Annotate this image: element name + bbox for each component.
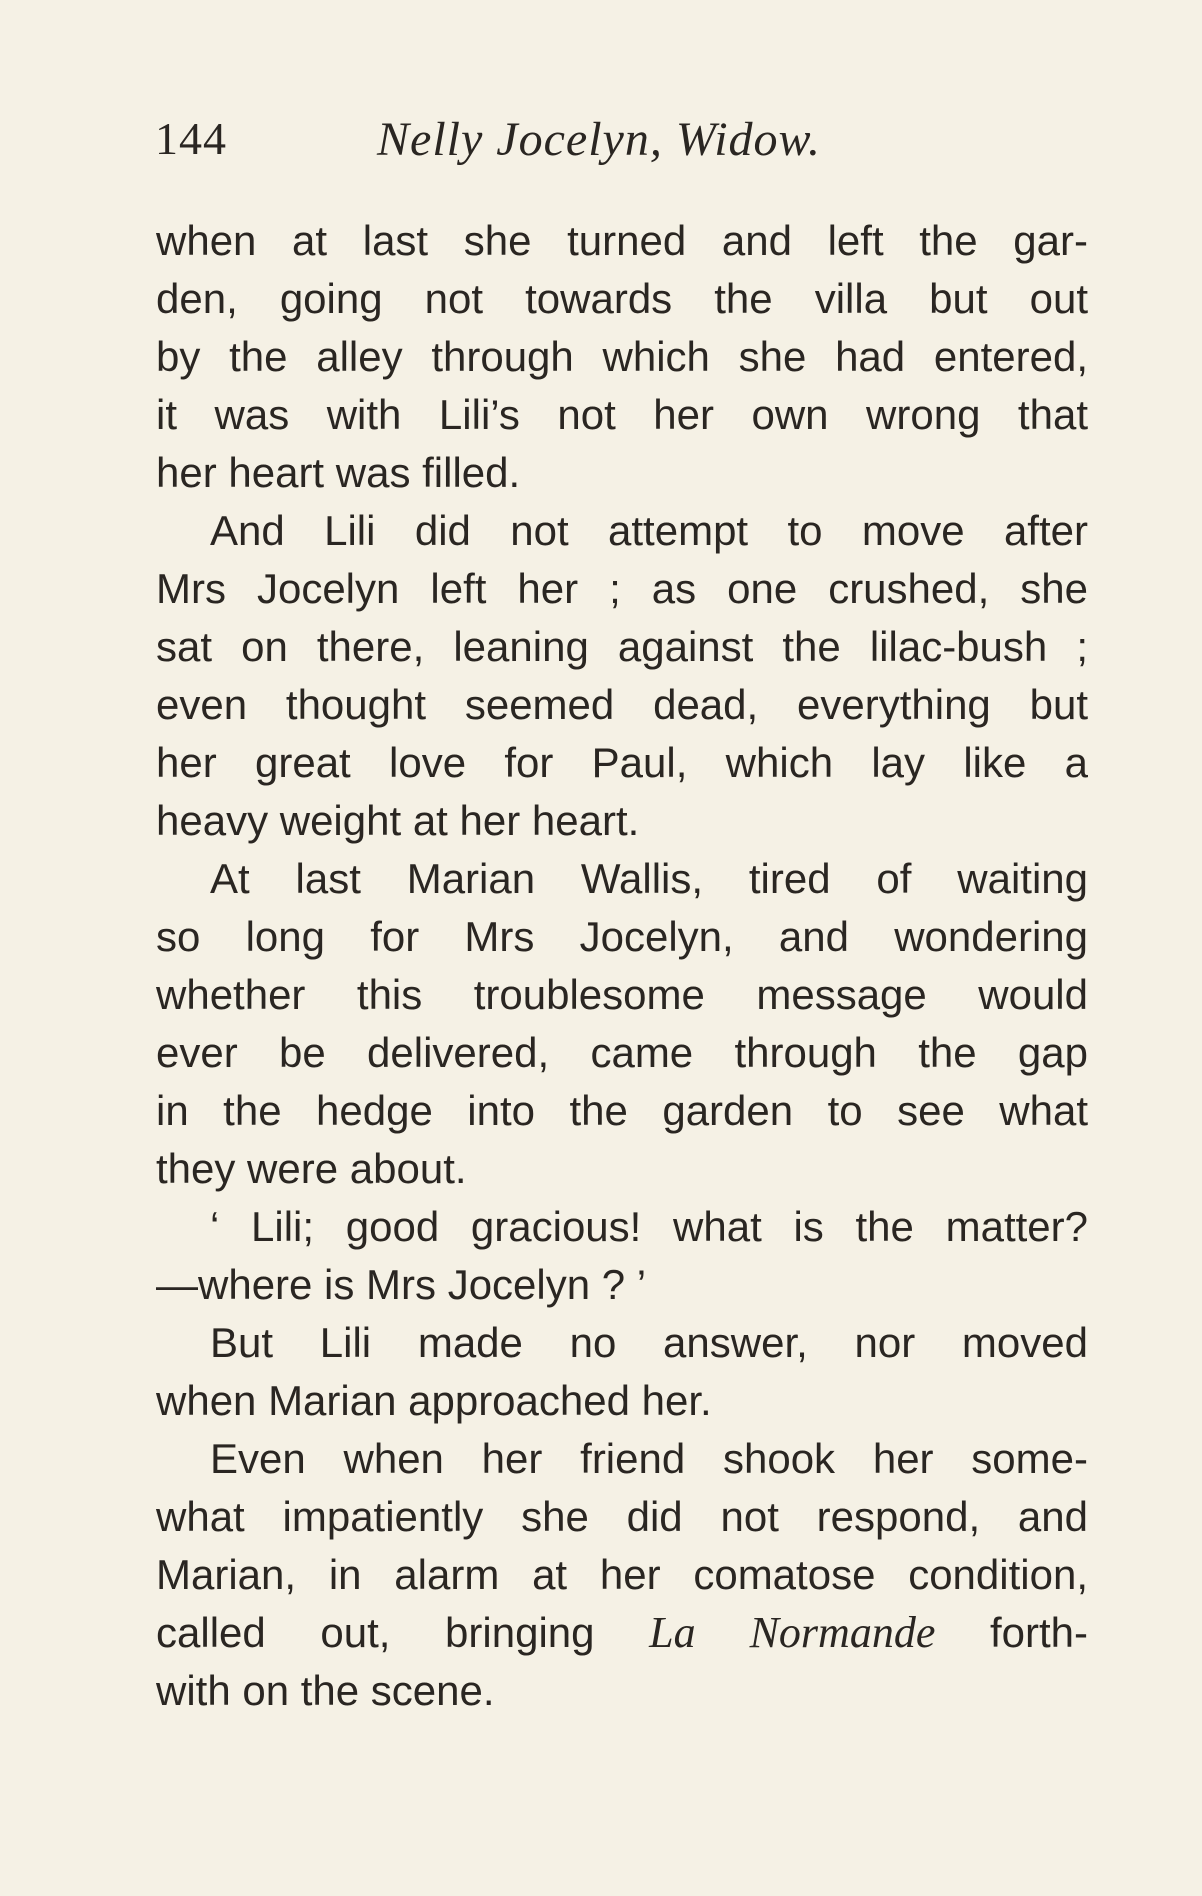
text-line: her great love for Paul, which lay like a bbox=[156, 739, 1088, 786]
text-line: And Lili did not attempt to move after bbox=[210, 507, 1088, 554]
text-line: At last Marian Wallis, tired of waiting bbox=[210, 855, 1088, 902]
text-line: whether this troublesome message would bbox=[156, 971, 1088, 1018]
text-line: what impatiently she did not respond, and bbox=[156, 1493, 1088, 1540]
text-line: sat on there, leaning against the lilac-bush ; bbox=[156, 623, 1088, 670]
text-line-with-italic bbox=[156, 1604, 1088, 1662]
page-header bbox=[155, 112, 1085, 172]
text-line: But Lili made no answer, nor moved bbox=[210, 1319, 1088, 1366]
text-line: ever be delivered, came through the gap bbox=[156, 1029, 1088, 1076]
text-line: even thought seemed dead, everything but bbox=[156, 681, 1088, 728]
text-line: ‘ Lili; good gracious! what is the matter? bbox=[210, 1203, 1088, 1250]
body-text bbox=[156, 212, 1088, 1720]
page-number: 144 bbox=[155, 113, 227, 164]
running-title: Nelly Jocelyn, Widow. bbox=[377, 113, 821, 166]
text-line: when at last she turned and left the gar- bbox=[156, 217, 1088, 264]
text-line: Mrs Jocelyn left her ; as one crushed, she bbox=[156, 565, 1088, 612]
text-line: it was with Lili’s not her own wrong that bbox=[156, 391, 1088, 438]
text-line: when Marian approached her. bbox=[156, 1377, 712, 1424]
text-line: heavy weight at her heart. bbox=[156, 797, 640, 844]
text-line: with on the scene. bbox=[156, 1667, 495, 1714]
text-line: —where is Mrs Jocelyn ? ’ bbox=[156, 1261, 647, 1308]
text-line: Even when her friend shook her some- bbox=[210, 1435, 1088, 1482]
text-line: her heart was filled. bbox=[156, 449, 521, 496]
text-line: in the hedge into the garden to see what bbox=[156, 1087, 1088, 1134]
text-line: so long for Mrs Jocelyn, and wondering bbox=[156, 913, 1088, 960]
text-line: den, going not towards the villa but out bbox=[156, 275, 1088, 322]
text-fragment: called out, bringing bbox=[156, 1609, 595, 1656]
text-line: Marian, in alarm at her comatose condition, bbox=[156, 1551, 1088, 1598]
text-line: they were about. bbox=[156, 1145, 467, 1192]
italic-title: La Normande bbox=[649, 1608, 936, 1657]
text-fragment: forth- bbox=[990, 1609, 1089, 1656]
text-line: by the alley through which she had entered, bbox=[156, 333, 1088, 380]
